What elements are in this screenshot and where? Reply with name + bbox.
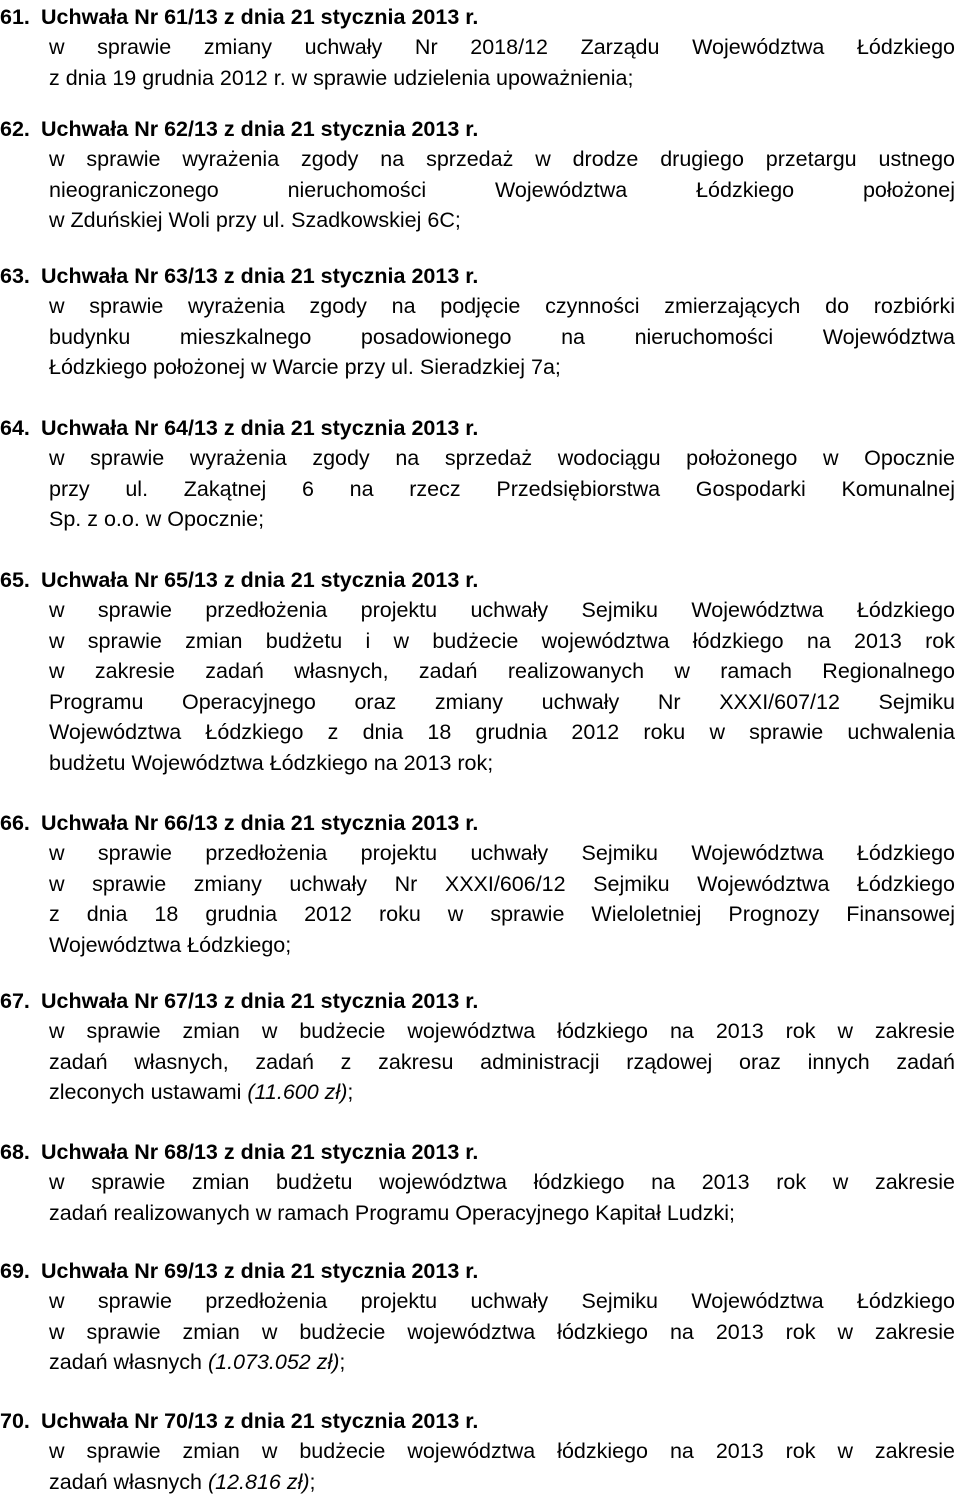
resolution-item-64 [0,413,960,535]
resolution-heading [0,1137,960,1167]
description-line: Łódzkiego położonej w Warcie przy ul. Sieradzkiej 7a; [49,355,561,379]
description-line: w sprawie zmiany uchwały Nr 2018/12 Zarządu Województwa Łódzkiego [49,35,955,59]
resolution-description [49,838,955,960]
resolution-description [49,1167,955,1228]
resolution-heading [0,114,960,144]
description-text: zleconych ustawami [49,1080,248,1104]
resolution-heading [0,808,960,838]
description-line: w sprawie zmian budżetu województwa łódzkiego na 2013 rok w zakresie [49,1170,955,1194]
resolution-heading [0,413,960,443]
resolution-item-68 [0,1137,960,1228]
description-line [49,1347,955,1378]
description-line: w sprawie zmiany uchwały Nr XXXI/606/12 Sejmiku Województwa Łódzkiego [49,871,955,896]
description-line: w sprawie zmian budżetu i w budżecie województwa łódzkiego na 2013 rok [49,628,955,653]
item-number: 67. [0,989,30,1013]
item-number: 70. [0,1409,30,1433]
description-line: Województwa Łódzkiego z dnia 18 grudnia 2012 roku w sprawie uchwalenia [49,720,955,744]
resolution-description [49,1436,955,1497]
resolution-item-67 [0,986,960,1108]
description-text: ; [309,1469,316,1494]
resolution-description [49,595,955,778]
amount-value: (12.816 zł) [207,1469,310,1494]
description-line: Województwa Łódzkiego; [49,932,292,957]
description-line [49,1077,955,1108]
resolution-item-66 [0,808,960,960]
amount-value: (1.073.052 zł) [207,1350,340,1374]
resolution-heading [0,565,960,595]
description-line: w sprawie wyrażenia zgody na sprzedaż wodociągu położonego w Opocznie [49,446,955,470]
resolution-title: Uchwała Nr 66/13 z dnia 21 stycznia 2013 r. [41,811,479,835]
resolution-item-70 [0,1406,960,1497]
resolution-description [49,443,955,535]
resolution-item-63 [0,261,960,383]
resolution-heading [0,261,960,291]
resolution-heading [0,1406,960,1436]
description-line: w sprawie zmian w budżecie województwa łódzkiego na 2013 rok w zakresie [49,1439,955,1463]
item-number: 62. [0,117,30,141]
description-text: ; [339,1350,346,1374]
amount-value: (11.600 zł) [247,1080,348,1104]
description-line: z dnia 18 grudnia 2012 roku w sprawie Wieloletniej Prognozy Finansowej [49,902,955,926]
item-number: 64. [0,416,30,440]
description-line: z dnia 19 grudnia 2012 r. w sprawie udzielenia upoważnienia; [49,65,634,90]
description-line: w sprawie przedłożenia projektu uchwały Sejmiku Województwa Łódzkiego [49,598,955,622]
item-number: 63. [0,264,30,288]
resolution-title: Uchwała Nr 68/13 z dnia 21 stycznia 2013 r. [41,1140,479,1164]
description-line: Sp. z o.o. w Opocznie; [49,507,265,531]
resolution-title: Uchwała Nr 67/13 z dnia 21 stycznia 2013 r. [41,989,479,1013]
item-number: 65. [0,568,30,592]
description-line: w sprawie przedłożenia projektu uchwały Sejmiku Województwa Łódzkiego [49,841,955,865]
resolution-item-65 [0,565,960,778]
resolution-title: Uchwała Nr 65/13 z dnia 21 stycznia 2013 r. [41,568,479,592]
description-line: zadań własnych, zadań z zakresu administracji rządowej oraz innych zadań [49,1049,955,1074]
description-text: zadań własnych [49,1350,208,1374]
description-line: budżetu Województwa Łódzkiego na 2013 rok; [49,750,494,775]
resolution-title: Uchwała Nr 70/13 z dnia 21 stycznia 2013 r. [41,1409,479,1433]
resolution-item-61 [0,2,960,93]
description-line: zadań realizowanych w ramach Programu Operacyjnego Kapitał Ludzki; [49,1200,735,1225]
description-text: ; [347,1080,354,1104]
description-line: przy ul. Zakątnej 6 na rzecz Przedsiębiorstwa Gospodarki Komunalnej [49,476,955,501]
description-line: w zakresie zadań własnych, zadań realizowanych w ramach Regionalnego [49,659,955,683]
resolution-title: Uchwała Nr 64/13 z dnia 21 stycznia 2013 r. [41,416,479,440]
item-number: 69. [0,1259,30,1283]
resolution-description [49,1016,955,1108]
resolution-description [49,291,955,383]
resolution-title: Uchwała Nr 62/13 z dnia 21 stycznia 2013 r. [41,117,479,141]
description-line: Programu Operacyjnego oraz zmiany uchwały Nr XXXI/607/12 Sejmiku [49,689,955,714]
resolution-description [49,144,955,236]
resolution-heading [0,2,960,32]
description-line: w Zduńskiej Woli przy ul. Szadkowskiej 6C; [49,208,461,232]
resolution-title: Uchwała Nr 63/13 z dnia 21 stycznia 2013 r. [41,264,479,288]
description-line: w sprawie zmian w budżecie województwa łódzkiego na 2013 rok w zakresie [49,1319,955,1344]
item-number: 61. [0,5,30,29]
resolution-item-69 [0,1256,960,1378]
resolution-item-62 [0,114,960,236]
description-line [49,1467,955,1498]
resolution-description [49,32,955,93]
description-line: w sprawie przedłożenia projektu uchwały Sejmiku Województwa Łódzkiego [49,1289,955,1313]
description-line: nieograniczonego nieruchomości Województwa Łódzkiego położonej [49,177,955,202]
resolution-title: Uchwała Nr 61/13 z dnia 21 stycznia 2013 r. [41,5,479,29]
description-line: budynku mieszkalnego posadowionego na nieruchomości Województwa [49,324,955,349]
resolution-title: Uchwała Nr 69/13 z dnia 21 stycznia 2013 r. [41,1259,479,1283]
resolution-heading [0,986,960,1016]
item-number: 66. [0,811,30,835]
description-text: zadań własnych [49,1469,208,1494]
description-line: w sprawie zmian w budżecie województwa łódzkiego na 2013 rok w zakresie [49,1019,955,1043]
description-line: w sprawie wyrażenia zgody na sprzedaż w drodze drugiego przetargu ustnego [49,147,955,171]
resolution-heading [0,1256,960,1286]
description-line: w sprawie wyrażenia zgody na podjęcie czynności zmierzających do rozbiórki [49,294,955,318]
item-number: 68. [0,1140,30,1164]
resolution-description [49,1286,955,1378]
